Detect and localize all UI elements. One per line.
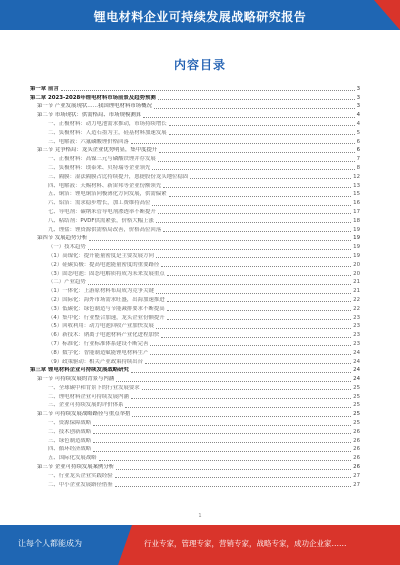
- toc-entry-page: 26: [353, 464, 360, 471]
- toc-entry[interactable]: [30, 339, 360, 348]
- toc-leader-dots: [88, 249, 351, 250]
- toc-entry-page: 21: [353, 288, 360, 295]
- toc-entry[interactable]: [30, 471, 360, 480]
- toc-entry-page: 17: [353, 208, 360, 215]
- toc-entry-page: 23: [353, 323, 360, 330]
- toc-entry[interactable]: [30, 295, 360, 304]
- toc-entry-title: （7）标准化：行业标准体系建设不断完善: [48, 340, 149, 347]
- toc-leader-dots: [167, 310, 352, 311]
- toc-leader-dots: [152, 169, 354, 170]
- footer-slant-decoration: [118, 525, 132, 565]
- toc-entry-page: 26: [353, 437, 360, 444]
- toc-entry-title: 五、国际化发展战略: [48, 455, 97, 462]
- toc-entry[interactable]: [30, 427, 360, 436]
- toc-entry-page: 21: [353, 279, 360, 286]
- toc-entry[interactable]: [30, 436, 360, 445]
- toc-entry-title: （8）数字化：智能制造赋能锂电材料生产: [48, 349, 149, 356]
- toc-entry[interactable]: [30, 383, 360, 392]
- toc-entry-title: 第四节 发展趋势分析: [37, 235, 88, 242]
- toc-entry[interactable]: [30, 93, 360, 102]
- toc-entry-title: 三、隔膜：湿法隔膜占比持续提升，恩捷股份龙头地位稳固: [48, 173, 189, 180]
- toc-entry-page: 12: [353, 173, 360, 180]
- toc-leader-dots: [131, 143, 355, 144]
- toc-entry-title: （9）政策驱动：相关产业政策持续出台: [48, 358, 144, 365]
- toc-entry-title: （5）回收利用：动力电池回收产业加快发展: [48, 323, 154, 330]
- table-of-contents: [30, 84, 360, 489]
- toc-leader-dots: [156, 293, 351, 294]
- toc-entry-title: 二、技术创新战略: [48, 428, 92, 435]
- toc-entry-page: 27: [353, 472, 360, 479]
- toc-entry-page: 5: [356, 129, 360, 136]
- footer-slogan-right: 行业专家，管理专家，营销专家，战略专家，成功企业家……: [144, 539, 347, 548]
- toc-leader-dots: [169, 134, 355, 135]
- toc-entry[interactable]: [30, 110, 360, 119]
- toc-entry[interactable]: [30, 330, 360, 339]
- toc-entry-title: 二、中小企业发展路径借鉴: [48, 481, 113, 488]
- toc-entry-page: 3: [356, 94, 360, 101]
- toc-entry-page: 27: [353, 481, 360, 488]
- toc-leader-dots: [163, 187, 351, 188]
- toc-entry[interactable]: [30, 260, 360, 269]
- toc-leader-dots: [169, 196, 352, 197]
- toc-entry-page: 19: [353, 235, 360, 242]
- toc-entry-page: 23: [353, 332, 360, 339]
- toc-entry-page: 25: [353, 411, 360, 418]
- toc-entry[interactable]: [30, 278, 360, 287]
- toc-leader-dots: [158, 99, 355, 100]
- toc-entry-page: 6: [356, 138, 360, 145]
- toc-entry-title: （4）集中化：行业整合加速，龙头企业份额提升: [48, 314, 165, 321]
- toc-entry-title: 第三节 企业可持续发展案例分析: [37, 464, 115, 471]
- toc-entry-page: 13: [353, 182, 360, 189]
- toc-entry-title: 四、循环经济战略: [48, 446, 92, 453]
- toc-entry-title: 一、行业龙头企业实践经验: [48, 472, 113, 479]
- toc-entry-title: 第一节 可持续发展的背景与内涵: [37, 376, 115, 383]
- toc-entry-page: 19: [353, 252, 360, 259]
- toc-entry-title: 一、正极材料：动力电池需求推动，市场持续增长: [48, 120, 167, 127]
- toc-entry-title: （一）技术趋势: [48, 244, 86, 251]
- toc-entry-page: 4: [356, 112, 360, 119]
- toc-entry-title: 一、全球碳中和背景下的行业发展要求: [48, 384, 140, 391]
- toc-entry-page: 20: [353, 270, 360, 277]
- toc-entry[interactable]: [30, 304, 360, 313]
- page-number: 1: [198, 513, 202, 519]
- toc-entry[interactable]: [30, 269, 360, 278]
- toc-leader-dots: [88, 284, 351, 285]
- toc-entry[interactable]: [30, 198, 360, 207]
- toc-entry[interactable]: [30, 119, 360, 128]
- toc-entry[interactable]: [30, 207, 360, 216]
- toc-leader-dots: [142, 389, 351, 390]
- toc-entry-page: 26: [353, 446, 360, 453]
- toc-leader-dots: [150, 345, 351, 346]
- toc-entry-page: 19: [353, 226, 360, 233]
- toc-leader-dots: [154, 108, 355, 109]
- toc-leader-dots: [159, 152, 354, 153]
- toc-entry-title: 三、电解液：六氟磷酸锂价格回落: [48, 138, 129, 145]
- toc-entry[interactable]: [30, 366, 360, 375]
- toc-leader-dots: [116, 381, 351, 382]
- toc-entry[interactable]: [30, 445, 360, 454]
- toc-leader-dots: [167, 319, 352, 320]
- toc-leader-dots: [156, 257, 351, 258]
- toc-entry-page: 23: [353, 314, 360, 321]
- toc-entry[interactable]: [30, 190, 360, 199]
- toc-entry[interactable]: [30, 128, 360, 137]
- toc-entry[interactable]: [30, 234, 360, 243]
- toc-entry[interactable]: [30, 84, 360, 93]
- toc-entry[interactable]: [30, 418, 360, 427]
- toc-entry-page: 26: [353, 428, 360, 435]
- toc-entry-page: 15: [353, 191, 360, 198]
- toc-entry-page: 4: [356, 120, 360, 127]
- toc-entry[interactable]: [30, 392, 360, 401]
- toc-entry-title: 二、锂电材料企业可持续发展内涵: [48, 393, 129, 400]
- toc-entry-title: 第三节 竞争格局：龙头企业优势明显，集中度提升: [37, 147, 158, 154]
- toc-entry-title: 九、锂盐：锂资源供需格局改善，价格高位回落: [48, 226, 162, 233]
- toc-entry[interactable]: [30, 374, 360, 383]
- toc-entry-title: 第二节 市场现状：供需格局、市场规模测算: [37, 112, 142, 119]
- report-title: 锂电材料企业可持续发展战略研究报告: [93, 10, 307, 24]
- toc-entry[interactable]: [30, 348, 360, 357]
- toc-entry-title: 第二节 可持续发展战略路径与重点举措: [37, 411, 131, 418]
- toc-entry-title: （3）固态电池：固态电解质将成为未来发展重点: [48, 270, 165, 277]
- toc-entry[interactable]: [30, 480, 360, 489]
- toc-leader-dots: [158, 213, 351, 214]
- toc-leader-dots: [125, 407, 351, 408]
- toc-entry-page: 3: [356, 85, 360, 92]
- toc-entry[interactable]: [30, 216, 360, 225]
- report-header: [0, 0, 400, 30]
- toc-entry[interactable]: [30, 322, 360, 331]
- toc-leader-dots: [190, 178, 351, 179]
- toc-leader-dots: [93, 451, 351, 452]
- toc-leader-dots: [163, 231, 351, 232]
- toc-leader-dots: [158, 161, 355, 162]
- toc-leader-dots: [143, 117, 354, 118]
- toc-entry-page: 8: [356, 164, 360, 171]
- toc-entry-page: 26: [353, 455, 360, 462]
- toc-entry[interactable]: [30, 462, 360, 471]
- toc-entry-page: 25: [353, 402, 360, 409]
- toc-entry-title: 五、铜箔：锂电铜箔向极薄化方向发展，供需偏紧: [48, 191, 167, 198]
- toc-leader-dots: [99, 460, 352, 461]
- toc-entry-title: 一、资源保障战略: [48, 420, 92, 427]
- toc-leader-dots: [115, 486, 351, 487]
- toc-leader-dots: [93, 442, 351, 443]
- toc-leader-dots: [132, 416, 351, 417]
- toc-entry-page: 24: [353, 358, 360, 365]
- toc-entry-title: 二、负极材料：璞泰来、贝特瑞等企业领先: [48, 164, 151, 171]
- toc-leader-dots: [115, 477, 351, 478]
- toc-entry-title: 六、铝箔：需求稳步增长，加工费维持高位: [48, 200, 151, 207]
- toc-entry[interactable]: [30, 225, 360, 234]
- toc-entry-page: 24: [353, 349, 360, 356]
- toc-entry-page: 25: [353, 420, 360, 427]
- toc-entry[interactable]: [30, 137, 360, 146]
- toc-entry-title: 第二章 2023-2028年锂电材料市场前景及趋势预测: [30, 94, 156, 101]
- toc-leader-dots: [161, 266, 351, 267]
- toc-entry[interactable]: [30, 453, 360, 462]
- toc-entry[interactable]: [30, 251, 360, 260]
- toc-entry-title: 第三章 锂电材料企业可持续发展战略研究: [30, 367, 129, 374]
- toc-entry-page: 18: [353, 217, 360, 224]
- header-corner-decoration: [374, 0, 400, 30]
- toc-entry-page: 22: [353, 305, 360, 312]
- toc-leader-dots: [145, 363, 351, 364]
- toc-entry-title: 四、电解液：天赐材料、新宙邦等企业份额领先: [48, 182, 162, 189]
- toc-leader-dots: [93, 425, 351, 426]
- toc-leader-dots: [169, 125, 355, 126]
- toc-leader-dots: [167, 301, 352, 302]
- toc-entry-page: 25: [353, 384, 360, 391]
- toc-entry-page: 7: [356, 156, 360, 163]
- toc-entry[interactable]: [30, 357, 360, 366]
- toc-entry[interactable]: [30, 181, 360, 190]
- toc-entry-title: 三、绿色制造战略: [48, 437, 92, 444]
- toc-entry-title: 第一章 前言: [30, 85, 59, 92]
- toc-leader-dots: [116, 469, 351, 470]
- toc-entry-page: 3: [356, 103, 360, 110]
- toc-entry-title: （3）低碳化：绿色制造与节能减排要求不断提高: [48, 305, 165, 312]
- toc-entry[interactable]: [30, 154, 360, 163]
- toc-leader-dots: [156, 328, 351, 329]
- toc-leader-dots: [89, 240, 351, 241]
- toc-entry[interactable]: [30, 313, 360, 322]
- toc-entry-title: 八、粘结剂：PVDF供需紧张，价格大幅上涨: [48, 217, 154, 224]
- toc-entry-page: 23: [353, 340, 360, 347]
- toc-entry-page: 25: [353, 393, 360, 400]
- toc-entry-page: 22: [353, 296, 360, 303]
- toc-leader-dots: [152, 205, 351, 206]
- toc-entry-title: （6）新技术：钠离子电池材料产业化进程加快: [48, 332, 160, 339]
- toc-entry[interactable]: [30, 286, 360, 295]
- toc-entry-title: （2）国际化：海外市场需求旺盛，出海加速推进: [48, 296, 165, 303]
- toc-entry[interactable]: [30, 409, 360, 418]
- toc-entry-page: 19: [353, 244, 360, 251]
- toc-entry-title: （1）高镍化：提升能量密度是主要发展方向: [48, 252, 154, 259]
- toc-leader-dots: [131, 372, 351, 373]
- toc-entry-title: 二、负极材料：人造石墨为主，硅基材料加速发展: [48, 129, 167, 136]
- toc-entry-page: 24: [353, 376, 360, 383]
- toc-leader-dots: [167, 275, 352, 276]
- toc-entry[interactable]: [30, 401, 360, 410]
- toc-entry[interactable]: [30, 163, 360, 172]
- toc-entry-title: 三、企业可持续发展的评价体系: [48, 402, 124, 409]
- toc-leader-dots: [93, 433, 351, 434]
- toc-entry[interactable]: [30, 146, 360, 155]
- toc-entry[interactable]: [30, 242, 360, 251]
- toc-leader-dots: [156, 222, 351, 223]
- footer-banner: [0, 525, 400, 565]
- toc-entry-page: 16: [353, 200, 360, 207]
- toc-entry-title: 一、正极材料：高镍三元与磷酸铁锂并存发展: [48, 156, 156, 163]
- toc-leader-dots: [131, 398, 351, 399]
- toc-entry-title: 七、导电剂：碳纳米管导电剂渗透率不断提升: [48, 208, 156, 215]
- toc-entry-page: 24: [353, 367, 360, 374]
- toc-entry[interactable]: [30, 172, 360, 181]
- toc-heading: 内容目录: [173, 58, 226, 72]
- toc-entry-page: 20: [353, 261, 360, 268]
- footer-slogan-left: 让每个人都能成为: [18, 539, 82, 548]
- toc-leader-dots: [61, 90, 355, 91]
- toc-entry-title: 第一节 产业发展现状……我国锂电材料市场概况: [37, 103, 152, 110]
- toc-entry-title: （二）产业趋势: [48, 279, 86, 286]
- toc-leader-dots: [161, 337, 351, 338]
- toc-entry-title: （1）一体化：上游原材料布局成为竞争关键: [48, 288, 154, 295]
- toc-entry-title: （2）硅碳负极：提高电池能量密度的重要路径: [48, 261, 160, 268]
- toc-leader-dots: [150, 354, 351, 355]
- toc-entry[interactable]: [30, 102, 360, 111]
- toc-entry-page: 6: [356, 147, 360, 154]
